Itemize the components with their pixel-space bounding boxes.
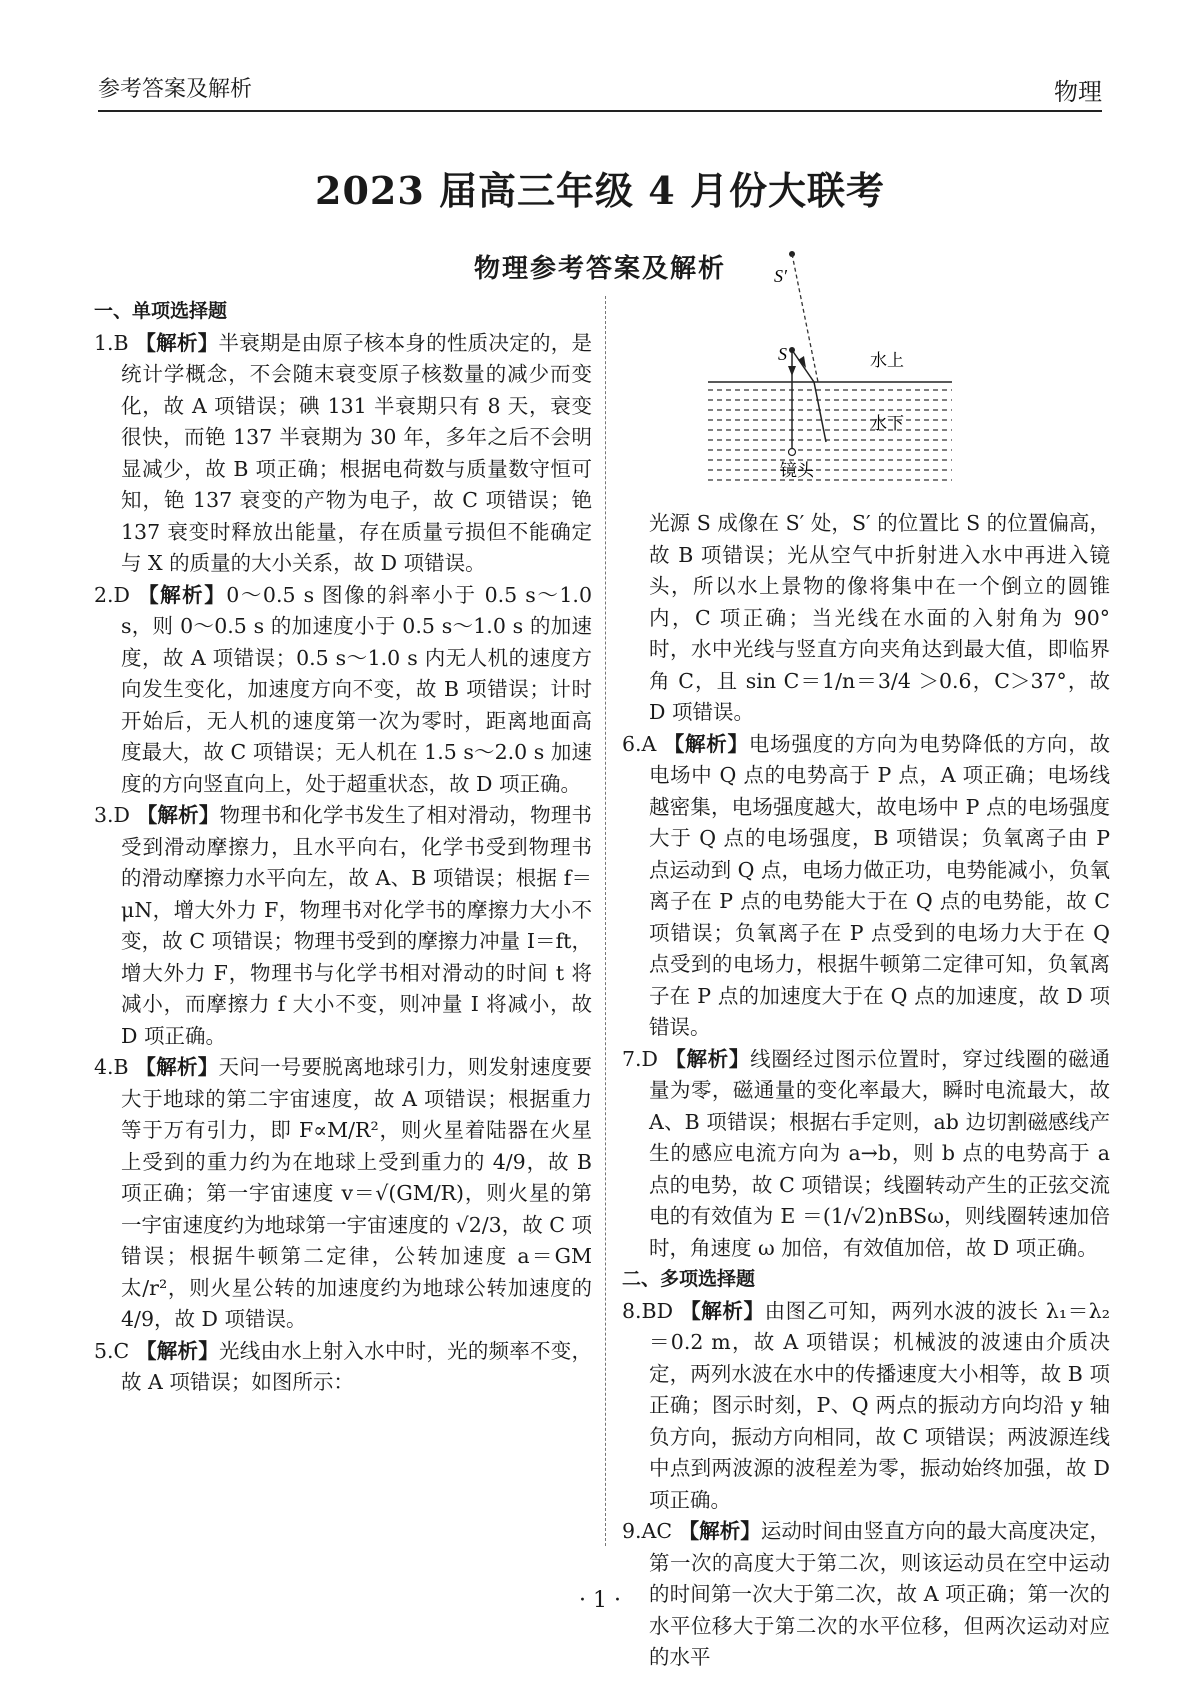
analysis-text: 线圈经过图示位置时，穿过线圈的磁通量为零，磁通量的变化率最大，瞬时电流最大，故 A、B 项错误；根据右手定则，ab 边切割磁感线产生的感应电流方向为 a→b，则 b 点的电势高于 a 点的电势，故 C 项错误；线圈转动产生的正弦交流电的有效值为 E ＝(1/√2)nBSω，则线圈转速加倍时，角速度 ω 加倍，有效值加倍，故 D 项正确。 xyxy=(649,1046,1110,1260)
arrow-incident xyxy=(798,356,806,368)
label-lens: 镜头 xyxy=(780,461,814,481)
header-rule xyxy=(98,110,1102,112)
analysis-tag: 【解析】 xyxy=(138,582,227,607)
answer-item xyxy=(94,1336,592,1399)
analysis-tag: 【解析】 xyxy=(135,1055,219,1079)
column-divider xyxy=(605,296,606,1546)
answer-item xyxy=(94,800,592,1052)
analysis-tag: 【解析】 xyxy=(680,1298,765,1323)
answer-number: 6.A xyxy=(622,731,657,756)
header-right: 物理 xyxy=(1054,78,1102,106)
refraction-diagram xyxy=(680,246,1010,504)
label-s: S xyxy=(778,344,787,364)
page-number: · 1 · xyxy=(579,1588,621,1613)
answer-number: 7.D xyxy=(622,1046,658,1071)
analysis-text: 光线由水上射入水中时，光的频率不变，故 A 项错误；如图所示： xyxy=(121,1338,593,1394)
analysis-text: 电场强度的方向为电势降低的方向，故电场中 Q 点的电势高于 P 点，A 项正确；电场线越密集，电场强度越大，故电场中 P 点的电场强度大于 Q 点的电场强度，B 项错误；负氧离子由 P 点运动到 Q 点，电场力做正功，电势能减小，负氧离子在 P 点的电势能大于在 Q 点的电势能，故 C 项错误；负氧离子在 P 点受到的电场力大于在 Q 点受到的电场力，根据牛顿第二定律可知，负氧离子在 P 点的加速度大于在 Q 点的加速度，故 D 项错误。 xyxy=(649,731,1111,1039)
analysis-text: 0～0.5 s 图像的斜率小于 0.5 s～1.0 s，则 0～0.5 s 的加速度小于 0.5 s～1.0 s 的加速度，故 A 项错误；0.5 s～1.0 s 内无人机的速度方向发生变化，加速度方向不变，故 B 项错误；计时开始后，无人机的速度第一次为零时，距离地面高度最大，故 C 项错误；无人机在 1.5 s～2.0 s 加速度的方向竖直向上，处于超重状态，故 D 项正确。 xyxy=(121,582,592,796)
analysis-tag: 【解析】 xyxy=(135,330,219,355)
right-column xyxy=(622,508,1110,1674)
answer-item xyxy=(94,1052,592,1336)
analysis-text: 由图乙可知，两列水波的波长 λ₁＝λ₂＝0.2 m，故 A 项错误；机械波的波速由介质决定，两列水波在水中的传播速度大小相等，故 B 项正确；图示时刻，P、Q 两点的振动方向均沿 y 轴负方向，振动方向相同，故 C 项错误；两波源连线中点到两波源的波程差为零，振动始终加强，故 D 项正确。 xyxy=(649,1298,1110,1512)
lens-point xyxy=(789,449,796,456)
answer-item xyxy=(94,580,592,801)
answer-number: 8.BD xyxy=(622,1298,674,1323)
label-s-prime: S′ xyxy=(774,266,787,286)
analysis-text: 半衰期是由原子核本身的性质决定的，是统计学概念，不会随末衰变原子核数量的减少而变化，故 A 项错误；碘 131 半衰期只有 8 天，衰变很快，而铯 137 半衰期为 30 年，多年之后不会明显减少，故 B 项正确；根据电荷数与质量数守恒可知，铯 137 衰变的产物为电子，故 C 项错误；铯 137 衰变时释放出能量，存在质量亏损但不能确定与 X 的质量的大小关系，故 D 项错误。 xyxy=(121,330,592,575)
arrow-vertical xyxy=(788,366,796,376)
analysis-tag: 【解析】 xyxy=(678,1519,761,1543)
left-column xyxy=(94,296,592,1399)
analysis-text: 物理书和化学书发生了相对滑动，物理书受到滑动摩擦力，且水平向右，化学书受到物理书的滑动摩擦力水平向左，故 A、B 项错误；根据 f＝μN，增大外力 F，物理书对化学书的摩擦力大小不变，故 C 项错误；物理书受到的摩擦力冲量 I＝ft，增大外力 F，物理书与化学书相对滑动的时间 t 将减小，而摩擦力 f 大小不变，则冲量 I 将减小，故 D 项正确。 xyxy=(121,803,592,1048)
answer-item xyxy=(94,328,592,580)
answer-item xyxy=(622,1044,1110,1265)
analysis-text: 运动时间由竖直方向的最大高度决定，第一次的高度大于第二次，则该运动员在空中运动的时间第一次大于第二次，故 A 项正确；第一次的水平位移大于第二次的水平位移，但两次运动对应的水平 xyxy=(649,1519,1111,1669)
page-subtitle: 物理参考答案及解析 xyxy=(473,254,726,284)
answer-number: 5.C xyxy=(94,1338,130,1363)
page-title: 2023 届高三年级 4 月份大联考 xyxy=(315,168,885,213)
label-below-water: 水下 xyxy=(870,414,904,434)
answer-number: 9.AC xyxy=(622,1519,673,1543)
label-above-water: 水上 xyxy=(870,351,904,371)
water-hatching xyxy=(708,390,952,480)
analysis-text: 光源 S 成像在 S′ 处，S′ 的位置比 S 的位置偏高，故 B 项错误；光从空气中折射进入水中再进入镜头，所以水上景物的像将集中在一个倒立的圆锥内，C 项正确；当光线在水面的入射角为 90° 时，水中光线与竖直方向夹角达到最大值，即临界角 C，且 sin C＝1/n＝3/4 ＞0.6，C＞37°，故 D 项错误。 xyxy=(649,511,1110,724)
analysis-tag: 【解析】 xyxy=(136,803,220,827)
answer-number: 2.D xyxy=(94,582,130,607)
section-heading-single: 一、单项选择题 xyxy=(94,300,228,322)
section-heading-multi: 二、多项选择题 xyxy=(622,1268,756,1290)
answer-number: 3.D xyxy=(94,803,130,827)
analysis-tag: 【解析】 xyxy=(665,1046,751,1071)
analysis-text: 天问一号要脱离地球引力，则发射速度要大于地球的第二宇宙速度，故 A 项错误；根据重力等于万有引力，即 F∝M/R²，则火星着陆器在火星上受到的重力约为在地球上受到重力的 4/9，故 B 项正确；第一宇宙速度 v＝√(GM/R)，则火星的第一宇宙速度约为地球第一宇宙速度的 √2/3，故 C 项错误；根据牛顿第二定律，公转加速度 a＝GM太/r²，则火星公转的加速度约为地球公转加速度的 4/9，故 D 项错误。 xyxy=(121,1055,592,1331)
analysis-tag: 【解析】 xyxy=(136,1338,219,1363)
answer-number: 1.B xyxy=(94,330,129,355)
answer-item xyxy=(622,508,1110,729)
analysis-tag: 【解析】 xyxy=(663,731,749,756)
refracted-ray xyxy=(814,382,826,442)
header-left: 参考答案及解析 xyxy=(98,77,253,102)
answer-number: 4.B xyxy=(94,1055,129,1079)
answer-item xyxy=(622,729,1110,1044)
answer-item xyxy=(622,1296,1110,1517)
